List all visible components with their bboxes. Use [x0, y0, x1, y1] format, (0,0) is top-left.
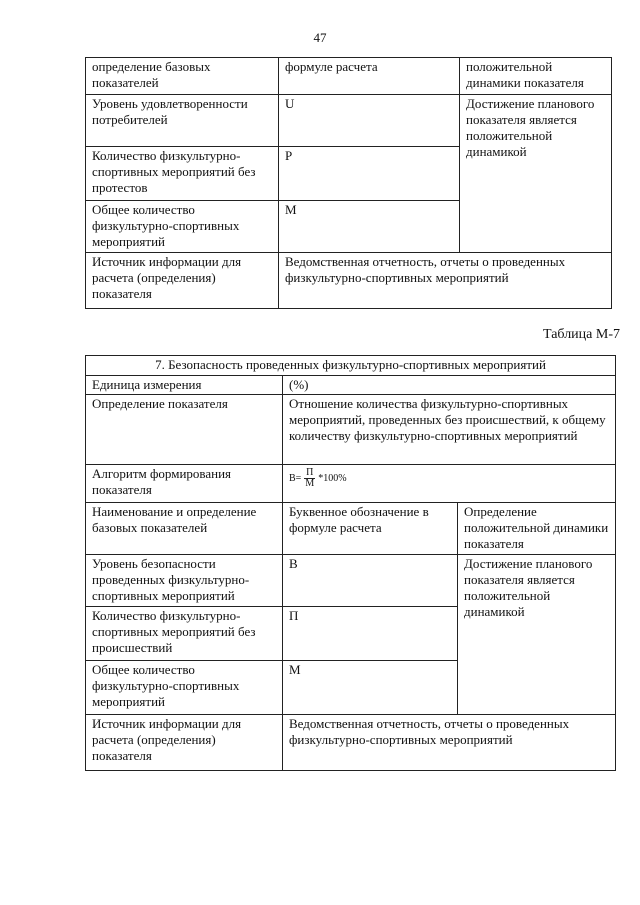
- table-row: [86, 58, 612, 95]
- formula-letter-cell: M: [283, 661, 458, 715]
- formula-denominator: М: [305, 478, 315, 489]
- source-value-cell: Ведомственная отчетность, отчеты о проведенных физкультурно-спортивных мероприятий: [283, 715, 616, 771]
- base-indicator-cell: определение базовых показателей: [86, 58, 279, 95]
- page-number: 47: [313, 30, 327, 45]
- indicator-table-continued: [85, 57, 612, 309]
- formula-fraction: [303, 468, 316, 489]
- table-row: [86, 253, 612, 309]
- formula-letter-cell: П: [283, 607, 458, 661]
- formula-lhs: B=: [289, 472, 302, 484]
- dynamics-merged-cell: Достижение планового показателя является положительной динамикой: [460, 95, 612, 253]
- header-dynamics: Определение положительной динамики показателя: [458, 503, 616, 555]
- definition-value-cell: Отношение количества физкультурно-спортивных мероприятий, проведенных без происшествий, к общему количеству физкультурно-спортивных мероприятий: [283, 395, 616, 465]
- header-base-indicator: Наименование и определение базовых показателей: [86, 503, 283, 555]
- table-row: [86, 715, 616, 771]
- table-row: [86, 465, 616, 503]
- unit-label-cell: Единица измерения: [86, 376, 283, 395]
- table-caption: Таблица М-7: [543, 327, 620, 342]
- indicator-table-m7: [85, 355, 616, 771]
- formula-numerator: П: [306, 467, 314, 478]
- algorithm-label-cell: Алгоритм формирования показателя: [86, 465, 283, 503]
- base-indicator-cell: Количество физкультурно-спортивных мероприятий без происшествий: [86, 607, 283, 661]
- formula-letter-cell: U: [279, 95, 460, 147]
- table-row: [86, 395, 616, 465]
- dynamics-cell: положительной динамики показателя: [460, 58, 612, 95]
- formula-letter-cell: B: [283, 555, 458, 607]
- base-indicator-cell: Уровень удовлетворенности потребителей: [86, 95, 279, 147]
- header-formula-letter: Буквенное обозначение в формуле расчета: [283, 503, 458, 555]
- base-indicator-cell: Общее количество физкультурно-спортивных мероприятий: [86, 661, 283, 715]
- table-row: [86, 555, 616, 607]
- formula-tail: *100%: [318, 472, 347, 484]
- base-indicator-cell: Общее количество физкультурно-спортивных мероприятий: [86, 201, 279, 253]
- formula-letter-cell: формуле расчета: [279, 58, 460, 95]
- definition-label-cell: Определение показателя: [86, 395, 283, 465]
- table-row: [86, 376, 616, 395]
- base-indicator-cell: Количество физкультурно-спортивных мероприятий без протестов: [86, 147, 279, 201]
- table-row: [86, 95, 612, 147]
- base-indicator-cell: Уровень безопасности проведенных физкультурно-спортивных мероприятий: [86, 555, 283, 607]
- formula-cell: [283, 465, 616, 503]
- source-label-cell: Источник информации для расчета (определения) показателя: [86, 253, 279, 309]
- table-header-row: [86, 503, 616, 555]
- source-value-cell: Ведомственная отчетность, отчеты о проведенных физкультурно-спортивных мероприятий: [279, 253, 612, 309]
- source-label-cell: Источник информации для расчета (определения) показателя: [86, 715, 283, 771]
- dynamics-merged-cell: Достижение планового показателя является положительной динамикой: [458, 555, 616, 715]
- table-title-row: [86, 356, 616, 376]
- formula-letter-cell: M: [279, 201, 460, 253]
- table-title: 7. Безопасность проведенных физкультурно-спортивных мероприятий: [86, 356, 616, 376]
- formula: [289, 466, 347, 489]
- formula-letter-cell: P: [279, 147, 460, 201]
- unit-value-cell: (%): [283, 376, 616, 395]
